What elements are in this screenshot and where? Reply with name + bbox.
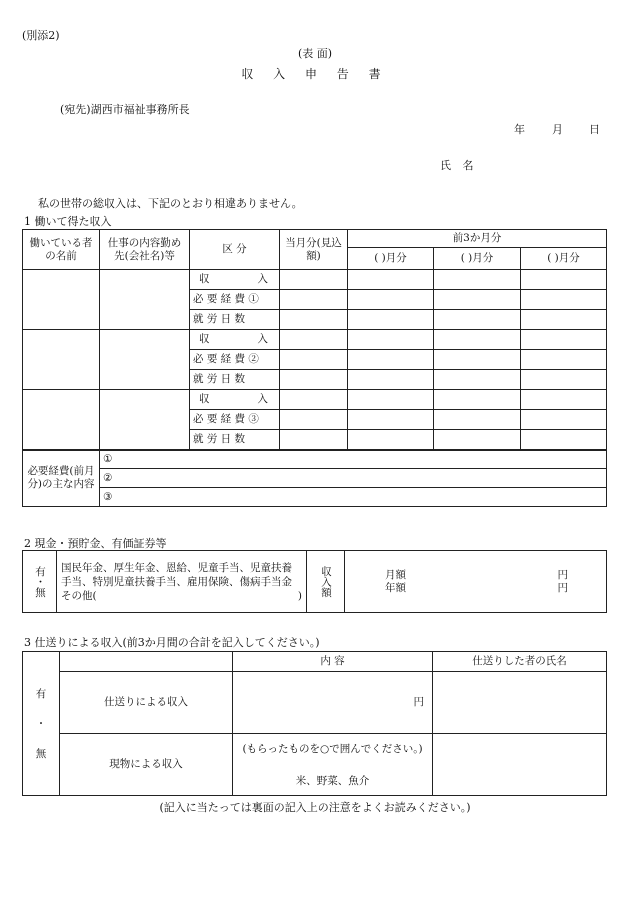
- col-sender-header: 仕送りした者の氏名: [433, 652, 607, 672]
- cell[interactable]: [280, 330, 348, 350]
- income-amount-label: 収入額: [307, 551, 345, 613]
- income-label: 収: [199, 333, 210, 345]
- cell[interactable]: [521, 310, 607, 330]
- expense-label: 必 要 経 費 ③: [190, 410, 280, 430]
- cell[interactable]: [280, 410, 348, 430]
- cell[interactable]: [348, 270, 434, 290]
- assets-yes-no[interactable]: 有・無: [23, 551, 57, 613]
- remit-no[interactable]: 無: [35, 747, 47, 760]
- cash-remit-yen[interactable]: 円: [233, 672, 433, 734]
- form-title: 収 入 申 告 書: [241, 67, 389, 81]
- col-worker-header: 働いている者の名前: [23, 230, 100, 270]
- earned-income-table: [22, 229, 607, 507]
- cash-remit-label: 仕送りによる収入: [60, 672, 233, 734]
- addressee: (宛先)湖西市福祉事務所長: [60, 103, 190, 116]
- col-month3-header: ( )月分: [521, 248, 607, 270]
- cell[interactable]: [434, 390, 521, 410]
- cell[interactable]: [348, 350, 434, 370]
- goods-remit-label: 現物による収入: [60, 734, 233, 796]
- income-label-2: 入: [257, 333, 268, 345]
- benefit-list: 国民年金、厚生年金、恩給、児童手当、児童扶養手当、特別児童扶養手当、雇用保険、傷病手当金: [61, 561, 292, 588]
- cell[interactable]: [521, 330, 607, 350]
- days-label: 就 労 日 数: [190, 430, 280, 450]
- cell[interactable]: [521, 270, 607, 290]
- cell[interactable]: [521, 370, 607, 390]
- monthly-yen: 円: [557, 568, 568, 581]
- expense-label: 必 要 経 費 ①: [190, 290, 280, 310]
- remittance-table: [22, 651, 607, 796]
- cell[interactable]: [434, 310, 521, 330]
- cash-sender-name[interactable]: [433, 672, 607, 734]
- income-label: 収: [199, 393, 210, 405]
- cell[interactable]: [434, 270, 521, 290]
- worker-name-3[interactable]: [23, 390, 100, 450]
- cell[interactable]: [434, 370, 521, 390]
- col-prev3-header: 前3か月分: [348, 230, 607, 248]
- col-month2-header: ( )月分: [434, 248, 521, 270]
- cell[interactable]: [348, 410, 434, 430]
- expense-detail-label: 必要経費(前月分)の主な内容: [23, 450, 100, 507]
- work-detail-1[interactable]: [100, 270, 190, 330]
- other-label: その他(: [61, 589, 97, 602]
- other-input[interactable]: [97, 589, 298, 603]
- expense-detail-2[interactable]: ②: [100, 469, 607, 488]
- cell[interactable]: [434, 430, 521, 450]
- cell[interactable]: [434, 330, 521, 350]
- remit-dot: ・: [35, 717, 47, 730]
- col-kubun-header: 区 分: [190, 230, 280, 270]
- cell[interactable]: [280, 350, 348, 370]
- date-year-label: 年: [514, 123, 525, 136]
- cell[interactable]: [521, 290, 607, 310]
- cell[interactable]: [521, 410, 607, 430]
- goods-items[interactable]: 米、野菜、魚介: [295, 774, 370, 787]
- cell[interactable]: [280, 370, 348, 390]
- applicant-name-field[interactable]: [475, 154, 605, 172]
- cell[interactable]: [280, 390, 348, 410]
- cell[interactable]: [280, 290, 348, 310]
- col-content-header: 内 容: [233, 652, 433, 672]
- goods-sender-name[interactable]: [433, 734, 607, 796]
- section1-heading: 1 働いて得た収入: [24, 215, 112, 228]
- income-label-2: 入: [257, 273, 268, 285]
- expense-label: 必 要 経 費 ②: [190, 350, 280, 370]
- cell[interactable]: [280, 430, 348, 450]
- worker-name-2[interactable]: [23, 330, 100, 390]
- remit-yes[interactable]: 有: [35, 687, 47, 700]
- work-detail-3[interactable]: [100, 390, 190, 450]
- cell[interactable]: [434, 350, 521, 370]
- section3-heading: 3 仕送りによる収入(前3か月間の合計を記入してください。): [24, 636, 320, 649]
- date-day-label: 日: [589, 123, 600, 136]
- date-month-label: 月: [552, 123, 563, 136]
- cell[interactable]: [348, 370, 434, 390]
- attachment-label: (別添2): [22, 29, 60, 42]
- declaration-text: 私の世帯の総収入は、下記のとおり相違ありません。: [38, 197, 303, 210]
- col-month1-header: ( )月分: [348, 248, 434, 270]
- other-close: ): [297, 589, 302, 602]
- cell[interactable]: [521, 430, 607, 450]
- days-label: 就 労 日 数: [190, 370, 280, 390]
- cell[interactable]: [521, 350, 607, 370]
- goods-note: (もらったものを○で囲んでください。): [242, 742, 423, 755]
- side-label: (表 面): [297, 47, 333, 60]
- col-work-header: 仕事の内容勤め先(会社名)等: [100, 230, 190, 270]
- cell[interactable]: [348, 390, 434, 410]
- cell[interactable]: [348, 430, 434, 450]
- cell[interactable]: [280, 310, 348, 330]
- section2-heading: 2 現金・預貯金、有価証券等: [24, 537, 167, 550]
- cell[interactable]: [521, 390, 607, 410]
- worker-name-1[interactable]: [23, 270, 100, 330]
- yearly-yen: 円: [557, 581, 568, 594]
- cell[interactable]: [434, 290, 521, 310]
- income-label: 収: [199, 273, 210, 285]
- assets-table: [22, 550, 607, 613]
- days-label: 就 労 日 数: [190, 310, 280, 330]
- income-label-2: 入: [257, 393, 268, 405]
- cell[interactable]: [348, 330, 434, 350]
- cell[interactable]: [348, 310, 434, 330]
- monthly-label: 月額: [385, 568, 406, 581]
- cell[interactable]: [434, 410, 521, 430]
- col-current-header: 当月分(見込額): [280, 230, 348, 270]
- yearly-label: 年額: [385, 581, 406, 594]
- work-detail-2[interactable]: [100, 330, 190, 390]
- blank-header: [60, 652, 233, 672]
- expense-detail-3[interactable]: ③: [100, 488, 607, 507]
- applicant-name-label: 氏 名: [440, 159, 478, 172]
- footer-note: (記入に当たっては裏面の記入上の注意をよくお読みください。): [159, 801, 471, 814]
- cell[interactable]: [280, 270, 348, 290]
- cell[interactable]: [348, 290, 434, 310]
- expense-detail-1[interactable]: ①: [100, 450, 607, 469]
